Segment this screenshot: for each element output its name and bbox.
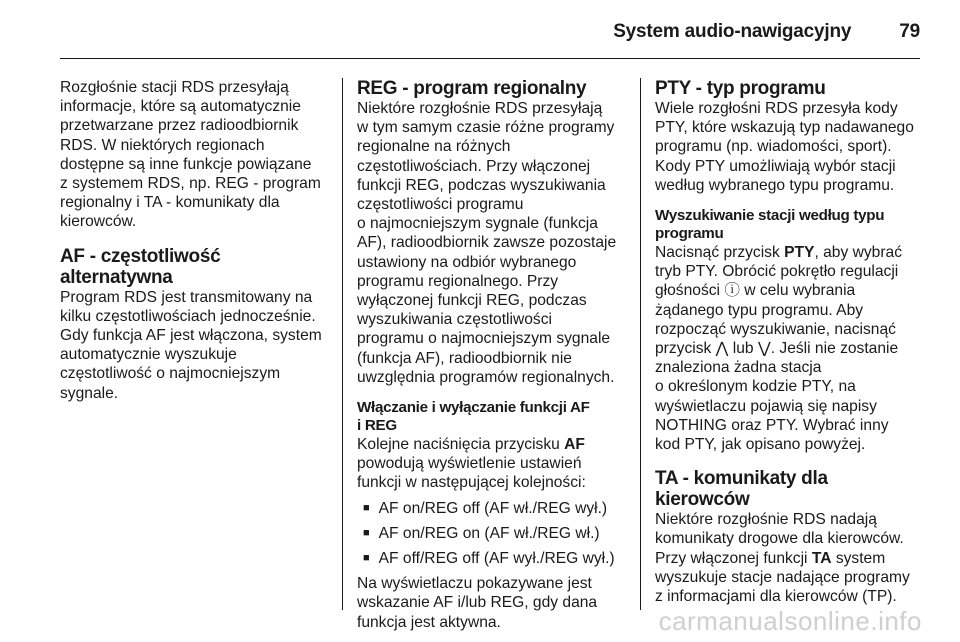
ta-text-2: system wyszukuje stacje nadające programy z informacjami dla kierowców (TP). [655,549,910,606]
pty-heading: PTY - typ programu [655,78,826,99]
af-heading: AF - częstotliwość alternatywna [60,245,221,288]
square-bullet-icon: ■ [363,526,370,539]
square-bullet-icon: ■ [363,552,370,565]
search-text-1: Nacisnąć przycisk [655,244,785,262]
search-text-3: w celu wybrania żądanego typu programu. Aby rozpocząć wyszukiwanie, nacisnąć przycisk [655,282,896,358]
toggle-text-pre: Kolejne naciśnięcia przycisku [357,436,565,454]
volume-knob-icon: ⓘ [724,282,740,300]
header-title: System audio-nawigacyjny [613,21,852,42]
af-reg-toggle-paragraph [357,435,627,493]
list-item [357,524,627,543]
pty-search-heading: Wyszukiwanie stacji według typu programu [655,207,885,243]
watermark: carmanualsonline.info [658,606,922,636]
ta-text-1: Niektóre rozgłośnie RDS nadają komunikaty drogowe dla kierowców. Przy włączonej funkcji [655,511,904,567]
search-text-4: lub [728,340,758,358]
rds-intro-paragraph: Rozgłośnie stacji RDS przesyłają informacje, które są automatycznie przetwarzane przez radioodbiornik RDS. W niektórych regionach dostępne są inne funkcje powiązane z systemem RDS, np. REG - program regionalny i TA - komunikaty dla kierowców. [60,79,321,231]
list-item-text: AF on/REG off (AF wł./REG wył.) [378,499,608,517]
pty-paragraph: Wiele rozgłośni RDS przesyła kody PTY, które wskazują typ nadawanego programu (np. wiadomości, sport). Kody PTY umożliwiają wybór stacji według wybranego typu programu. [655,100,914,194]
pty-key-label: PTY [784,244,815,262]
arrow-down-icon: ⋁ [757,340,771,358]
af-reg-toggle-heading: Włączanie i wyłączanie funkcji AF i REG [357,399,590,435]
column-divider-2 [640,78,641,610]
column-divider-1 [342,78,343,610]
ta-key-label: TA [811,549,832,567]
af-paragraph: Program RDS jest transmitowany na kilku częstotliwościach jednocześnie. Gdy funkcja AF jest włączona, system automatycznie wyszukuje częstotliwość o najmocniejszym sygnale. [60,288,322,402]
arrow-up-icon: ⋀ [715,340,729,358]
list-item-text: AF off/REG off (AF wył./REG wył.) [378,550,615,568]
ta-heading: TA - komunikaty dla kierowców [655,468,828,511]
page-header [60,14,920,50]
list-item-text: AF on/REG on (AF wł./REG wł.) [378,524,600,542]
ta-paragraph [655,510,927,606]
square-bullet-icon: ■ [363,501,370,514]
reg-paragraph: Niektóre rozgłośnie RDS przesyłają w tym samym czasie różne programy regionalne na różnych częstotliwościach. Przy włączonej funkcji REG, podczas wyszukiwania częstotliwości programu o najmocniejszym sygnale (funkcja AF), radioodbiornik zawsze pozostaje ustawiony na odbiór wybranego programu regionalnego. Przy wyłączonej funkcji REG, podczas wyszukiwania częstotliwości programu o najmocniejszym sygnale (funkcja AF), radioodbiornik nie uwzględnia programów regionalnych. [357,100,617,386]
header-rule [60,58,920,59]
list-item [357,549,627,568]
pty-search-paragraph [655,243,927,454]
column-2 [357,78,627,632]
reg-heading: REG - program regionalny [357,78,587,99]
af-reg-display-paragraph: Na wyświetlaczu pokazywane jest wskazanie AF i/lub REG, gdy dana funkcja jest aktywna. [357,575,598,631]
search-text-2: , aby wybrać tryb PTY. Obrócić pokrętło regulacji głośności [655,244,902,300]
toggle-text-post: powodują wyświetlenie ustawień funkcji w następującej kolejności: [357,455,586,492]
af-key-label: AF [564,436,585,454]
list-item [357,499,627,518]
column-1 [60,78,328,403]
search-text-5: . Jeśli nie zostanie znaleziona żadna stacja o określonym kodzie PTY, na wyświetlaczu pojawią się napisy NOTHING oraz PTY. Wybrać inny kod PTY, jak opisano powyżej. [655,340,899,454]
column-3 [655,78,927,606]
page-number: 79 [899,21,920,42]
af-reg-mode-list [357,499,627,569]
